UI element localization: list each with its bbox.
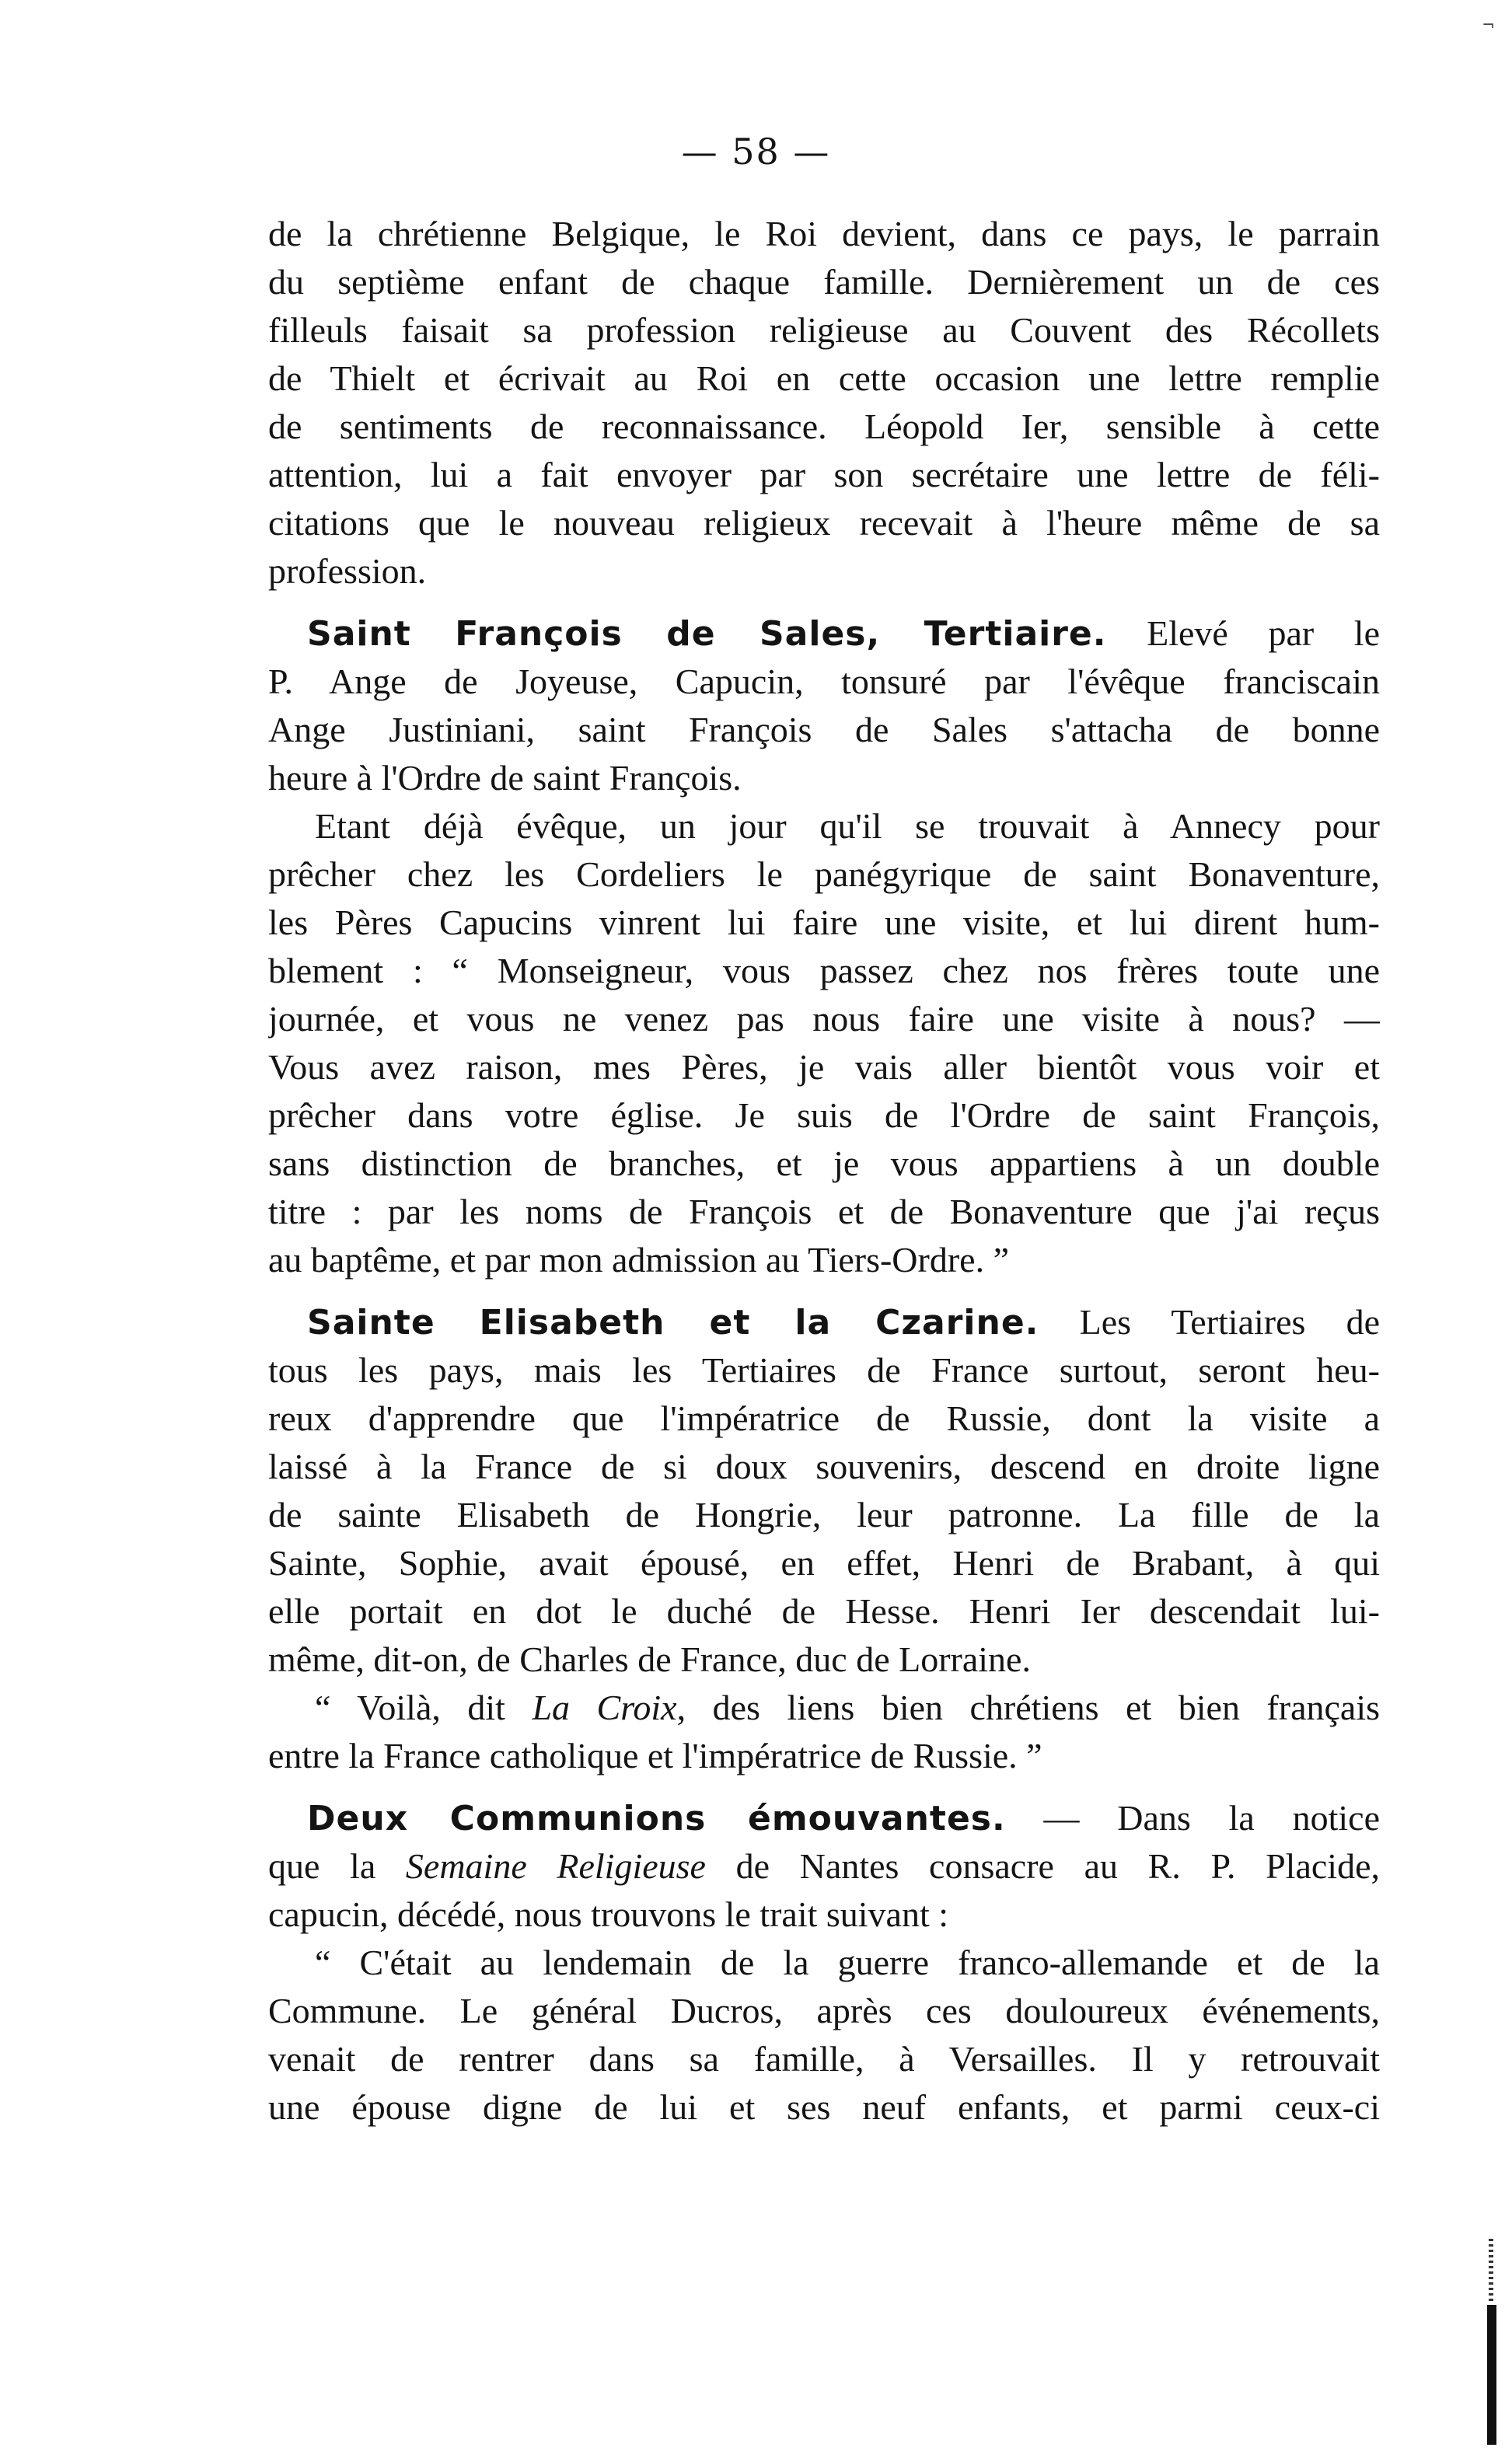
text-line [268, 1842, 1380, 1891]
text-line: P. Ange de Joyeuse, Capucin, tonsuré par l'évêque franciscain [268, 662, 1380, 701]
text-line: titre : par les noms de François et de Bonaventure que j'ai reçus [268, 1192, 1380, 1231]
text-line: profession. [268, 551, 427, 591]
text-line: de sainte Elisabeth de Hongrie, leur patronne. La fille de la [268, 1495, 1380, 1534]
text-line: “ C'était au lendemain de la guerre franco-allemande et de la [315, 1943, 1380, 1982]
text-line: prêcher chez les Cordeliers le panégyrique de saint Bonaventure, [268, 854, 1380, 894]
section-heading: Deux Communions émouvantes. [307, 1799, 1006, 1838]
text-line [268, 1684, 1380, 1732]
text-run: Les Tertiaires de [1079, 1302, 1380, 1342]
edge-mark: ¬ [1482, 16, 1495, 34]
text-line: reux d'apprendre que l'impératrice de Russie, dont la visite a [268, 1398, 1380, 1438]
text-line: attention, lui a fait envoyer par son secrétaire une lettre de féli- [268, 455, 1380, 494]
text-line: au baptême, et par mon admission au Tiers-Ordre. ” [268, 1240, 1009, 1280]
paragraph-ducros [268, 1939, 1380, 2132]
text-run: “ Voilà, dit [315, 1688, 533, 1727]
text-line: Ange Justiniani, saint François de Sales s'attacha de bonne [268, 710, 1380, 749]
text-line: même, dit-on, de Charles de France, duc de Lorraine. [268, 1639, 1031, 1679]
text-line: Commune. Le général Ducros, après ces douloureux événements, [268, 1991, 1380, 2030]
page-number: — 58 — [681, 131, 831, 173]
text-line: elle portait en dot le duché de Hesse. Henri Ier descendait lui- [268, 1591, 1380, 1631]
section-heading: Saint François de Sales, Tertiaire. [307, 614, 1107, 654]
text-run: — Dans la notice [1043, 1798, 1380, 1838]
section-first-line [268, 609, 1380, 658]
text-line: une épouse digne de lui et ses neuf enfants, et parmi ceux-ci [268, 2087, 1380, 2127]
text-run: de Nantes consacre au R. P. Placide, [705, 1846, 1380, 1886]
text-line: blement : “ Monseigneur, vous passez chez nos frères toute une [268, 951, 1380, 990]
section-heading: Sainte Elisabeth et la Czarine. [307, 1303, 1039, 1342]
section-deux-communions [268, 1794, 1380, 1939]
scan-edge-bar [1487, 2305, 1496, 2445]
italic-title: Semaine Religieuse [405, 1846, 706, 1886]
text-line: citations que le nouveau religieux recevait à l'heure même de sa [268, 503, 1380, 543]
text-line: tous les pays, mais les Tertiaires de France surtout, seront heu- [268, 1350, 1380, 1390]
text-line: du septième enfant de chaque famille. Dernièrement un de ces [268, 262, 1380, 302]
italic-title: La Croix [532, 1688, 677, 1727]
text-line: de sentiments de reconnaissance. Léopold Ier, sensible à cette [268, 407, 1380, 446]
section-saint-francois [268, 609, 1380, 802]
text-line: venait de rentrer dans sa famille, à Versailles. Il y retrouvait [268, 2039, 1380, 2079]
paragraph-la-croix [268, 1684, 1380, 1780]
text-line: entre la France catholique et l'impératrice de Russie. ” [268, 1736, 1042, 1775]
text-line: heure à l'Ordre de saint François. [268, 758, 742, 798]
text-line: sans distinction de branches, et je vous appartiens à un double [268, 1143, 1380, 1183]
scan-edge-ticks [1489, 2239, 1493, 2301]
section-sainte-elisabeth [268, 1298, 1380, 1684]
text-line: de la chrétienne Belgique, le Roi devient, dans ce pays, le parrain [268, 214, 1380, 253]
section-first-line [268, 1794, 1380, 1842]
paragraph-annecy [268, 802, 1380, 1284]
text-run: , des liens bien chrétiens et bien français [676, 1688, 1380, 1727]
text-line: prêcher dans votre église. Je suis de l'Ordre de saint François, [268, 1095, 1380, 1135]
text-line: de Thielt et écrivait au Roi en cette occasion une lettre remplie [268, 358, 1380, 398]
text-line: laissé à la France de si doux souvenirs, descend en droite ligne [268, 1447, 1380, 1486]
body-text [268, 210, 1380, 2132]
text-line: journée, et vous ne venez pas nous faire une visite à nous? — [268, 999, 1380, 1039]
text-run: Elevé par le [1147, 613, 1380, 653]
section-first-line [268, 1298, 1380, 1346]
text-line: filleuls faisait sa profession religieuse au Couvent des Récollets [268, 310, 1380, 350]
text-line: Sainte, Sophie, avait épousé, en effet, Henri de Brabant, à qui [268, 1543, 1380, 1583]
paragraph-belgique [268, 210, 1380, 595]
text-run: que la [268, 1846, 406, 1886]
text-line: les Pères Capucins vinrent lui faire une visite, et lui dirent hum- [268, 903, 1380, 942]
text-line: capucin, décédé, nous trouvons le trait suivant : [268, 1894, 949, 1934]
text-line: Vous avez raison, mes Pères, je vais aller bientôt vous voir et [268, 1047, 1380, 1087]
text-line: Etant déjà évêque, un jour qu'il se trouvait à Annecy pour [315, 806, 1380, 846]
